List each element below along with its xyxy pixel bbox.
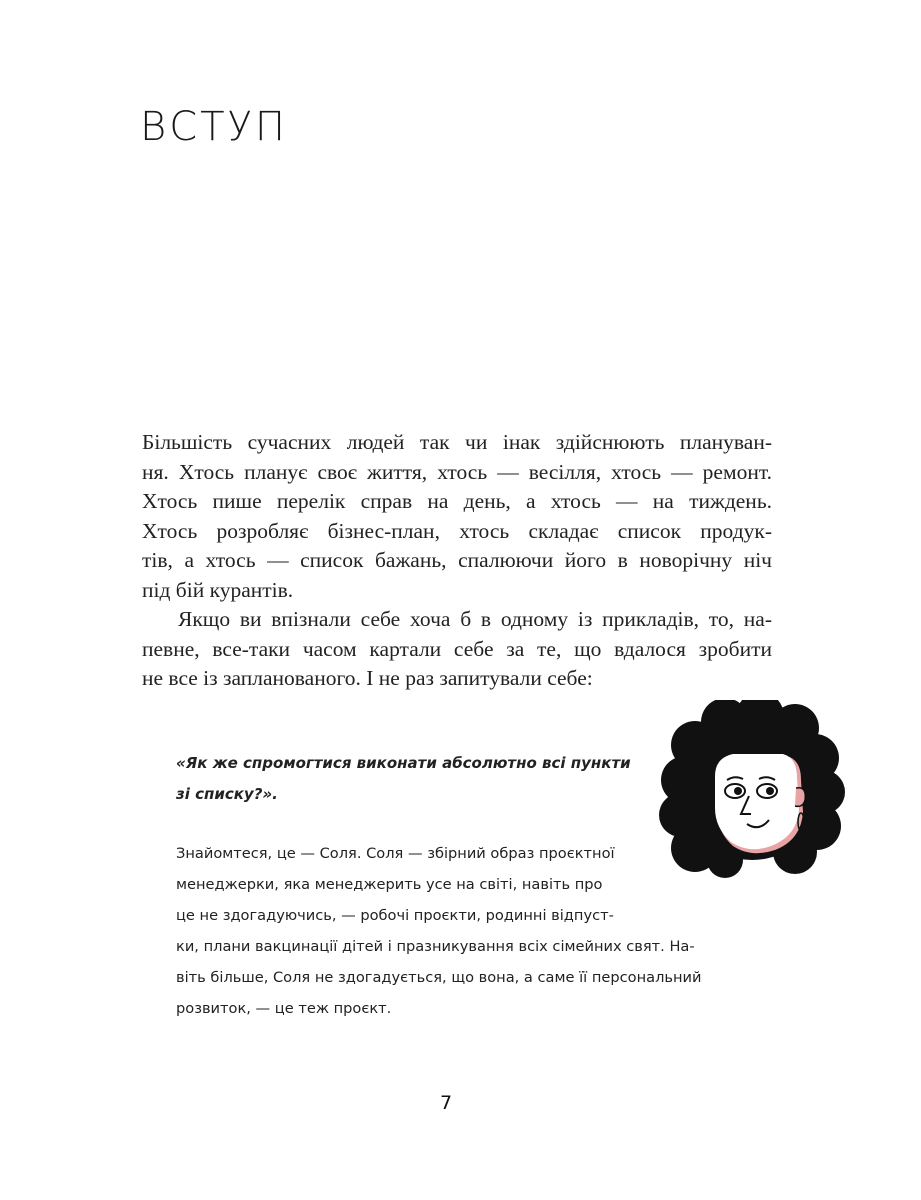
text-line: Хтось розробляє бізнес-план, хтось складає список продук- bbox=[142, 518, 772, 543]
body-text bbox=[142, 428, 772, 694]
intro-line: менеджерки, яка менеджерить усе на світі, навіть про bbox=[176, 876, 603, 893]
quote-line: зі списку?». bbox=[176, 785, 278, 803]
text-line: певне, все-таки часом картали себе за те, що вдалося зробити bbox=[142, 636, 772, 661]
text-line: не все із запланованого. І не раз запитували себе: bbox=[142, 666, 593, 690]
intro-line: розвиток, — це теж проєкт. bbox=[176, 1000, 392, 1017]
character-intro bbox=[176, 838, 716, 1024]
pull-quote bbox=[176, 748, 636, 810]
intro-line: ки, плани вакцинації дітей і празникування всіх сімейних свят. На- bbox=[176, 938, 695, 955]
paragraph-1 bbox=[142, 428, 772, 605]
text-line: Хтось пише перелік справ на день, а хтось — на тиждень. bbox=[142, 489, 772, 513]
text-line: Більшість сучасних людей так чи інак здійснюють плануван- bbox=[142, 430, 772, 454]
page-title: ВСТУП bbox=[140, 104, 289, 150]
page-number: 7 bbox=[440, 1092, 453, 1114]
text-line: тів, а хтось — список бажань, спалюючи його в новорічну ніч bbox=[142, 548, 772, 572]
intro-line: Знайомтеся, це — Соля. Соля — збірний образ проєктної bbox=[176, 845, 615, 862]
intro-line: це не здогадуючись, — робочі проєкти, родинні відпуст- bbox=[176, 907, 614, 924]
text-line: Якщо ви впізнали себе хоча б в одному із прикладів, то, на- bbox=[178, 607, 772, 631]
quote-line: «Як же спромогтися виконати абсолютно всі пункти bbox=[176, 754, 631, 772]
text-line: ня. Хтось планує своє життя, хтось — весілля, хтось — ремонт. bbox=[142, 459, 772, 484]
curly-hair-woman-icon bbox=[655, 700, 850, 880]
paragraph-2 bbox=[142, 605, 772, 694]
character-portrait-illustration bbox=[655, 700, 850, 880]
intro-line: віть більше, Соля не здогадується, що вона, а саме її персональний bbox=[176, 969, 702, 986]
text-line: під бій курантів. bbox=[142, 577, 294, 602]
